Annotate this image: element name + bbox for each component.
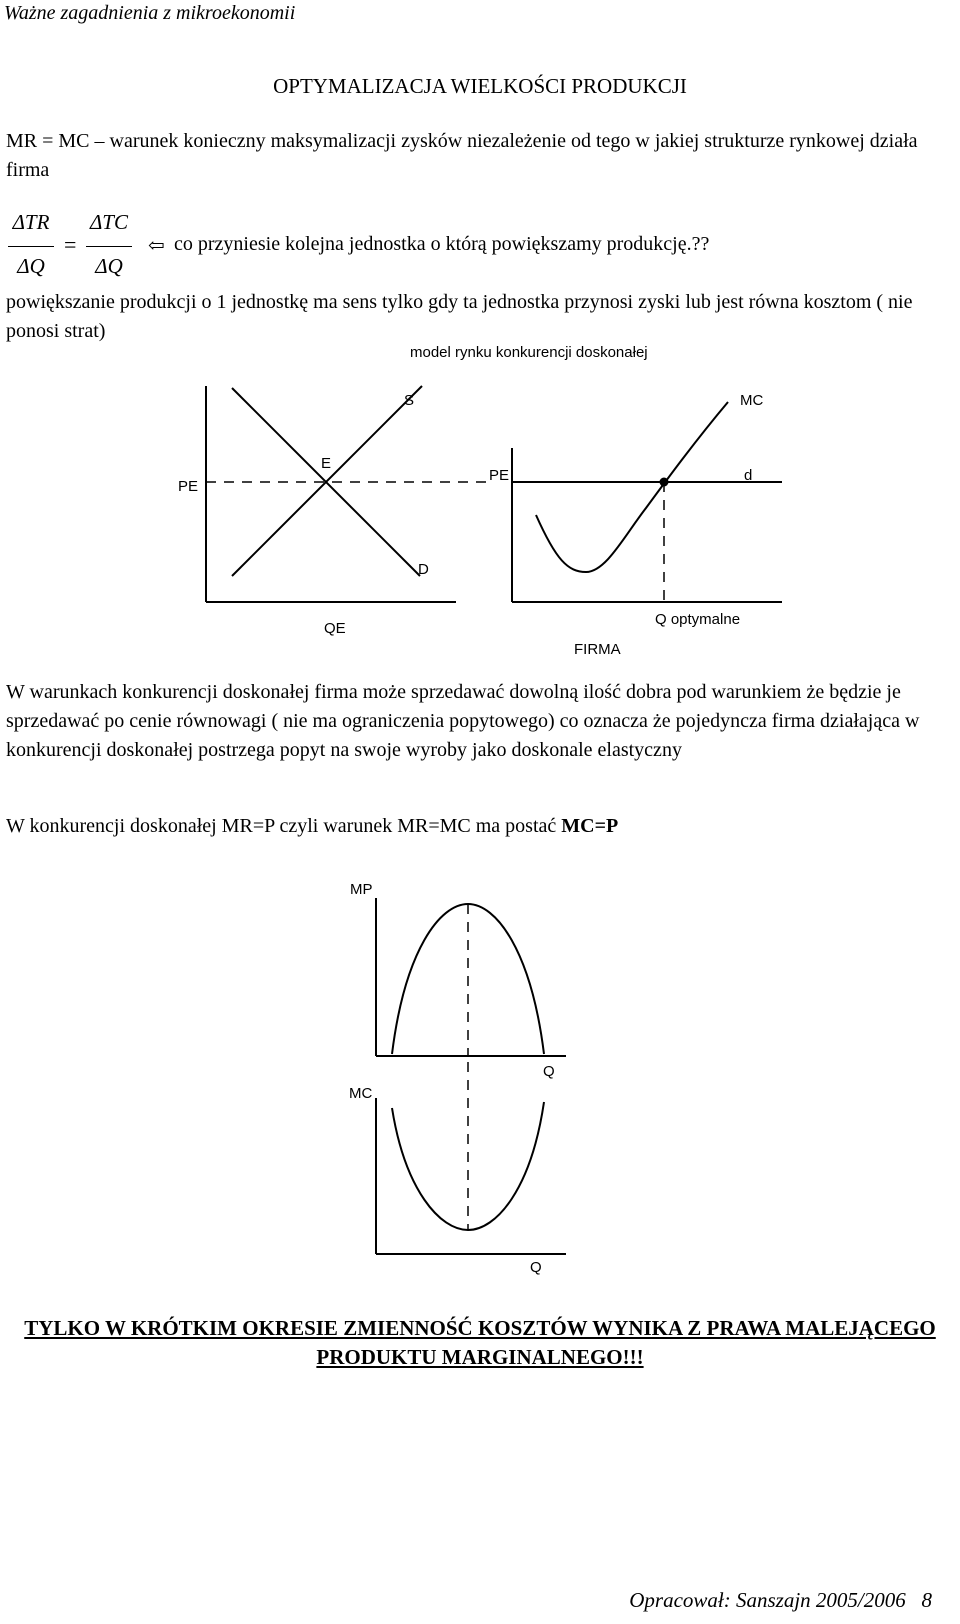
mc-curve bbox=[536, 402, 728, 572]
equilibrium-label: E bbox=[321, 455, 332, 472]
mc-label: MC bbox=[740, 392, 764, 409]
final-note: TYLKO W KRÓTKIM OKRESIE ZMIENNOŚĆ KOSZTÓW WYNIKA Z PRAWA MALEJĄCEGO PRODUKTU MARGINALNEGO!!! bbox=[24, 1316, 936, 1369]
fraction-denominator: ΔQ bbox=[95, 254, 123, 278]
q-optimal-label: Q optymalne bbox=[655, 611, 741, 628]
mp-label: MP bbox=[350, 881, 373, 898]
paragraph-mr-mc: MR = MC – warunek konieczny maksymalizacji zysków niezależenie od tego w jakiej strukturze rynkowej działa firma bbox=[6, 130, 918, 181]
mp-mc-diagram bbox=[0, 870, 960, 1290]
fraction-denominator: ΔQ bbox=[17, 254, 45, 278]
equals-sign: = bbox=[64, 232, 77, 257]
diagram-title: model rynku konkurencji doskonałej bbox=[410, 344, 648, 361]
paragraph-perfect-competition: W warunkach konkurencji doskonałej firma może sprzedawać dowolną ilość dobra pod warunkiem że będzie je sprzedawać po cenie równowagi ( nie ma ograniczenia popytowego) co oznacza że pojedyncza firma działająca w konkurencji doskonałej postrzega popyt na swoje wyroby jako doskonale elastyczny bbox=[6, 681, 920, 761]
formula-explanation: co przyniesie kolejna jednostka o którą powiększamy produkcję.?? bbox=[174, 233, 710, 255]
mp-q-label: Q bbox=[543, 1063, 555, 1080]
mc-axis-label: MC bbox=[349, 1085, 373, 1102]
mc-p-text: W konkurencji doskonałej MR=P czyli warunek MR=MC ma postać bbox=[6, 815, 562, 837]
fraction-numerator: ΔTR bbox=[12, 210, 50, 234]
supply-curve bbox=[232, 386, 422, 576]
fraction-bar bbox=[86, 246, 132, 247]
fraction-numerator: ΔTC bbox=[89, 210, 128, 234]
optimum-point bbox=[660, 478, 669, 487]
document-header: Ważne zagadnienia z mikroekonomii bbox=[4, 2, 296, 24]
paragraph-production-increase: powiększanie produkcji o 1 jednostkę ma sens tylko gdy ta jednostka przynosi zyski lub jest równa kosztom ( nie ponosi strat) bbox=[6, 291, 913, 342]
perfect-competition-diagram bbox=[0, 330, 960, 670]
section-title: OPTYMALIZACJA WIELKOŚCI PRODUKCJI bbox=[273, 74, 687, 98]
mc-q-label: Q bbox=[530, 1259, 542, 1276]
supply-label: S bbox=[404, 392, 415, 409]
paragraph-mc-p bbox=[6, 812, 936, 841]
demand-label: D bbox=[418, 561, 429, 578]
firm-caption: FIRMA bbox=[574, 641, 621, 658]
qe-label: QE bbox=[324, 620, 346, 637]
document-footer bbox=[629, 1588, 932, 1613]
firm-d-label: d bbox=[744, 467, 753, 484]
fraction-bar bbox=[8, 246, 54, 247]
mc-p-bold: MC=P bbox=[561, 815, 619, 837]
marginal-formula bbox=[8, 210, 938, 288]
arrow-left-icon: ⇦ bbox=[148, 235, 165, 257]
footer-author: Opracował: Sanszajn 2005/2006 bbox=[629, 1588, 906, 1612]
firm-pe-label: PE bbox=[489, 467, 510, 484]
page-number: 8 bbox=[921, 1588, 932, 1612]
market-pe-label: PE bbox=[178, 478, 199, 495]
